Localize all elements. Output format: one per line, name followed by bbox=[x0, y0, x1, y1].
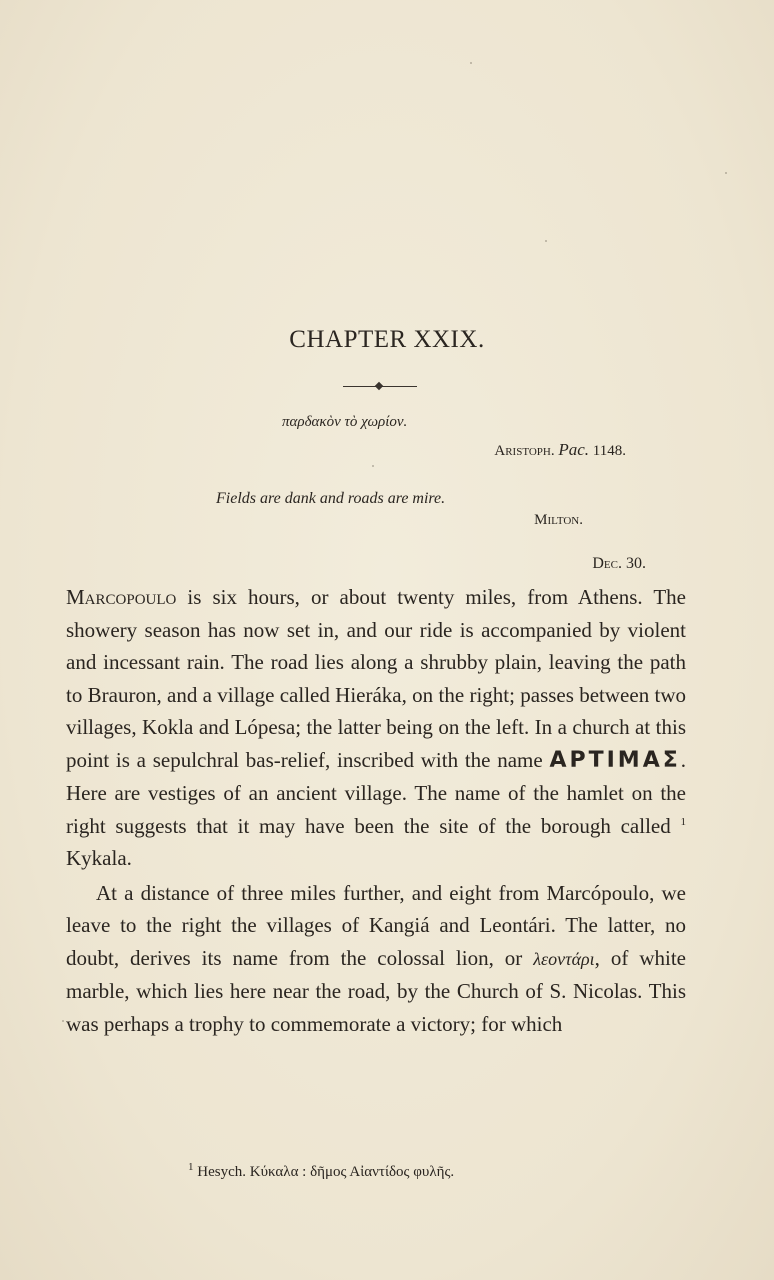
footnote bbox=[188, 1161, 455, 1181]
paragraph-1-text-a: is six hours, or about twenty miles, from Athens. The showery season has now set in, and our ride is accompanied by violent and incessant rain. The road lies along a shrubby plain, leaving the path to Brauron, and a village called Hieráka, on the right; passes between two villages, Kokla and Lópesa; the latter being on the left. In a church at this point is a sepulchral bas-relief, inscribed with the name bbox=[66, 585, 686, 772]
epigraph-english-attribution: Milton. bbox=[534, 512, 583, 528]
footnote-mark: 1 bbox=[188, 1161, 194, 1173]
paragraph-2 bbox=[66, 877, 686, 1041]
paper-speck bbox=[470, 62, 472, 64]
paper-speck bbox=[372, 465, 374, 467]
paper-speck bbox=[545, 240, 547, 242]
inscription-text: ΑΡΤΙΜΑΣ bbox=[549, 747, 681, 773]
footnote-reference: 1 bbox=[680, 815, 686, 828]
paragraph-2-text-a: At a distance of three miles further, and eight from Marcópoulo, we leave to the right the villages of Kangiá and Leontári. The latter, no doubt, derives its name from the colossal lion, or bbox=[66, 880, 686, 970]
paragraph-lead-word: Marcopoulo bbox=[66, 585, 177, 609]
epigraph-work: Pac. bbox=[558, 440, 590, 459]
greek-word: λεοντάρι bbox=[533, 948, 595, 969]
epigraph-greek: παρδακὸν τὸ χωρίον. bbox=[282, 414, 408, 430]
chapter-title: CHAPTER XXIX. bbox=[289, 326, 485, 353]
paragraph-2-text-b: , of white marble, which lies here near the road, by the Church of S. Nicolas. This was perhaps a trophy to commemorate a victory; for which bbox=[66, 945, 686, 1036]
epigraph-author: Aristoph. bbox=[494, 443, 555, 459]
chapter-ornament bbox=[343, 382, 417, 392]
footnote-text: Hesych. bbox=[193, 1164, 250, 1180]
paper-speck bbox=[725, 172, 727, 174]
paragraph-1-text-b: . Here are vestiges of an ancient village. The name of the hamlet on the right suggests that it may have been the site of the borough called bbox=[66, 747, 686, 838]
paragraph-1-text-c: Kykala. bbox=[66, 846, 132, 870]
footnote-greek: Κύκαλα : δῆμος Αἰαντίδος φυλῆς. bbox=[249, 1164, 455, 1180]
body-text bbox=[66, 581, 686, 1040]
epigraph-greek-attribution bbox=[494, 440, 626, 460]
epigraph-english: Fields are dank and roads are mire. bbox=[216, 490, 446, 507]
entry-date: Dec. 30. bbox=[592, 555, 646, 572]
paper-speck bbox=[62, 1020, 64, 1022]
epigraph-line: 1148. bbox=[592, 443, 626, 459]
paragraph-1 bbox=[66, 581, 686, 875]
